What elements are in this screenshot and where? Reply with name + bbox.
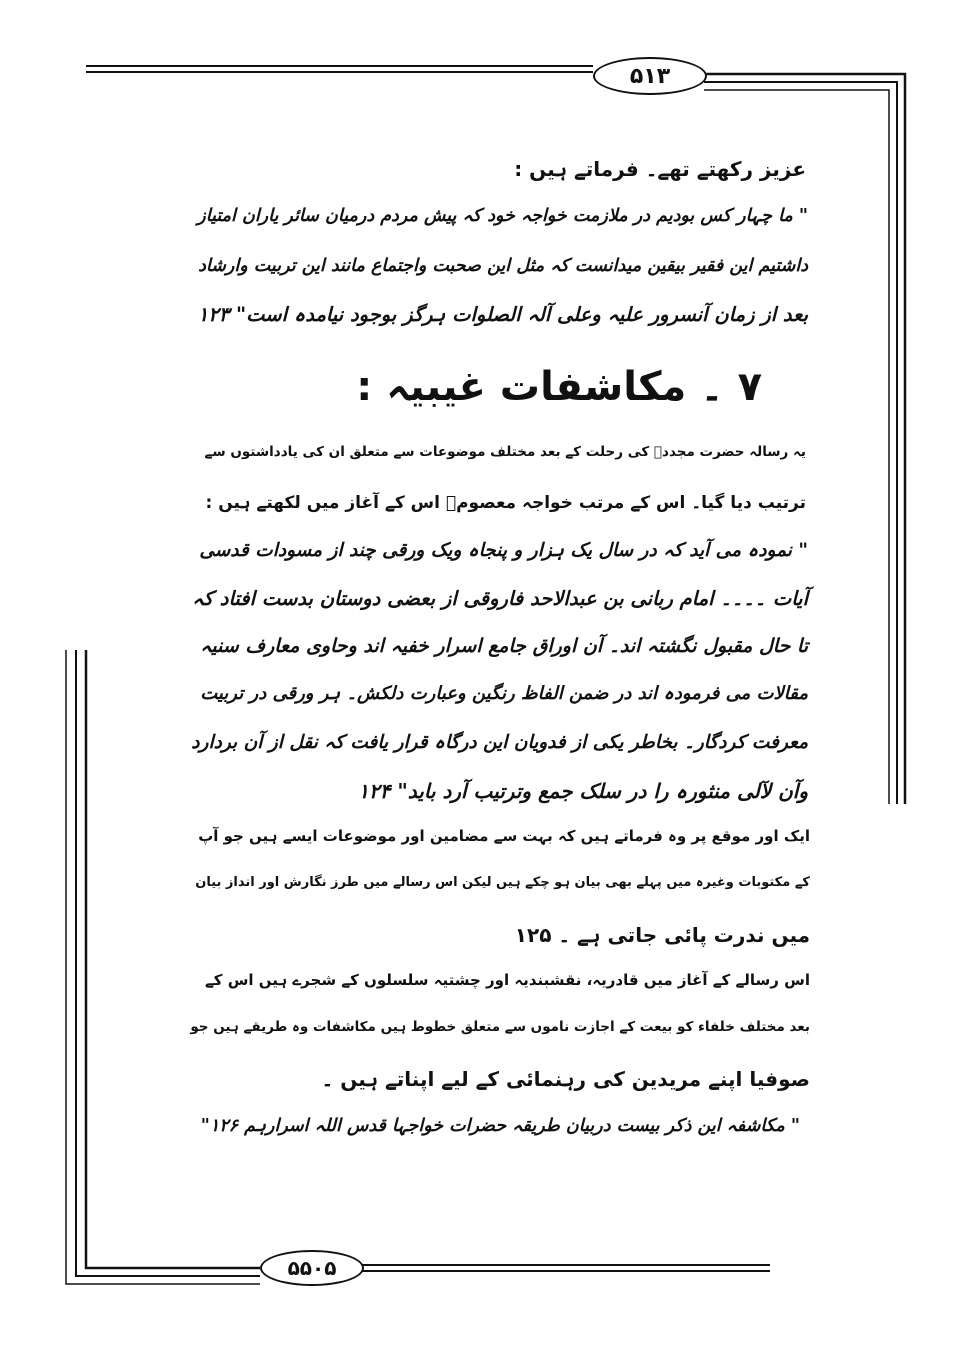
quote-2-line-4: مقالات می فرمودہ اند در ضمن الفاظ رنگین وعبارت دلکش۔ ہر ورقی در تربیت bbox=[200, 683, 808, 704]
para-1-line-1: یہ رسالہ حضرت مجددؒ کی رحلت کے بعد مختلف موضوعات سے متعلق ان کی یادداشتوں سے bbox=[204, 444, 806, 460]
quote-2-line-6: وآن لآلی منثورہ را در سلک جمع وترتیب آرد باید" ۱۲۴ bbox=[358, 779, 808, 803]
quote-2-line-2: آیات ۔۔۔۔ امام ربانی بن عبدالاحد فاروقی از بعضی دوستان بدست افتاد کہ bbox=[192, 587, 808, 610]
quote-2-line-3: تا حال مقبول نگشتہ اند۔ آن اوراق جامع اسرار خفیہ اند وحاوی معارف سنیہ bbox=[200, 635, 808, 657]
page-number-top: ۵۱۳ bbox=[593, 57, 707, 95]
quote-1-line-1: " ما چہار کس بودیم در ملازمت خواجہ خود کہ پیش مردم درمیان سائر یاران امتیاز bbox=[197, 206, 808, 226]
quote-1-line-3: بعد از زمان آنسرور علیہ وعلی آلہ الصلوات ہرگز بوجود نیامدہ است" ۱۲۳ bbox=[197, 303, 808, 326]
para-3-line-2: بعد مختلف خلفاء کو بیعت کے اجازت ناموں سے متعلق خطوط ہیں مکاشفات وہ طریقے ہیں جو bbox=[190, 1019, 810, 1035]
intro-line: عزیز رکھتے تھے۔ فرماتے ہیں : bbox=[514, 157, 806, 181]
quote-2-line-5: معرفت کردگار۔ بخاطر یکی از فدویان این درگاہ قرار یافت کہ نقل از آن بردارد bbox=[191, 732, 808, 753]
quote-1-line-2: داشتیم این فقیر بیقین میدانست کہ مثل این صحبت واجتماع مانند این تربیت وارشاد bbox=[198, 256, 808, 276]
para-1-line-2: ترتیب دیا گیا۔ اس کے مرتب خواجہ معصومؒ اس کے آغاز میں لکھتے ہیں : bbox=[205, 493, 806, 513]
para-2-line-2: کے مکتوبات وغیرہ میں پہلے بھی بیان ہو چکے ہیں لیکن اس رسالے میں طرز نگارش اور انداز بیان bbox=[195, 875, 810, 890]
quote-2-line-1: " نمودہ می آید کہ در سال یک ہزار و پنجاہ ویک ورقی چند از مسودات قدسی bbox=[199, 540, 808, 561]
section-heading: ۷ ۔ مکاشفات غیبیہ : bbox=[356, 364, 762, 410]
para-2-line-1: ایک اور موقع پر وہ فرماتے ہیں کہ بہت سے مضامین اور موضوعات ایسے ہیں جو آپ bbox=[198, 827, 810, 845]
para-2-line-3: میں ندرت پائی جاتی ہے ۔ ۱۲۵ bbox=[514, 923, 810, 947]
page-number-bottom: ۵۵۰۵ bbox=[260, 1250, 364, 1286]
para-3-line-3: صوفیا اپنے مریدین کی رہنمائی کے لیے اپناتے ہیں ۔ bbox=[321, 1067, 810, 1091]
quote-3-line: " مکاشفہ این ذکر بیست دربیان طریقہ حضرات خواجہا قدس اللہ اسرارہم ۱۲۶" bbox=[200, 1116, 800, 1136]
para-3-line-1: اس رسالے کے آغاز میں قادریہ، نقشبندیہ اور چشتیہ سلسلوں کے شجرے ہیں اس کے bbox=[204, 971, 810, 989]
